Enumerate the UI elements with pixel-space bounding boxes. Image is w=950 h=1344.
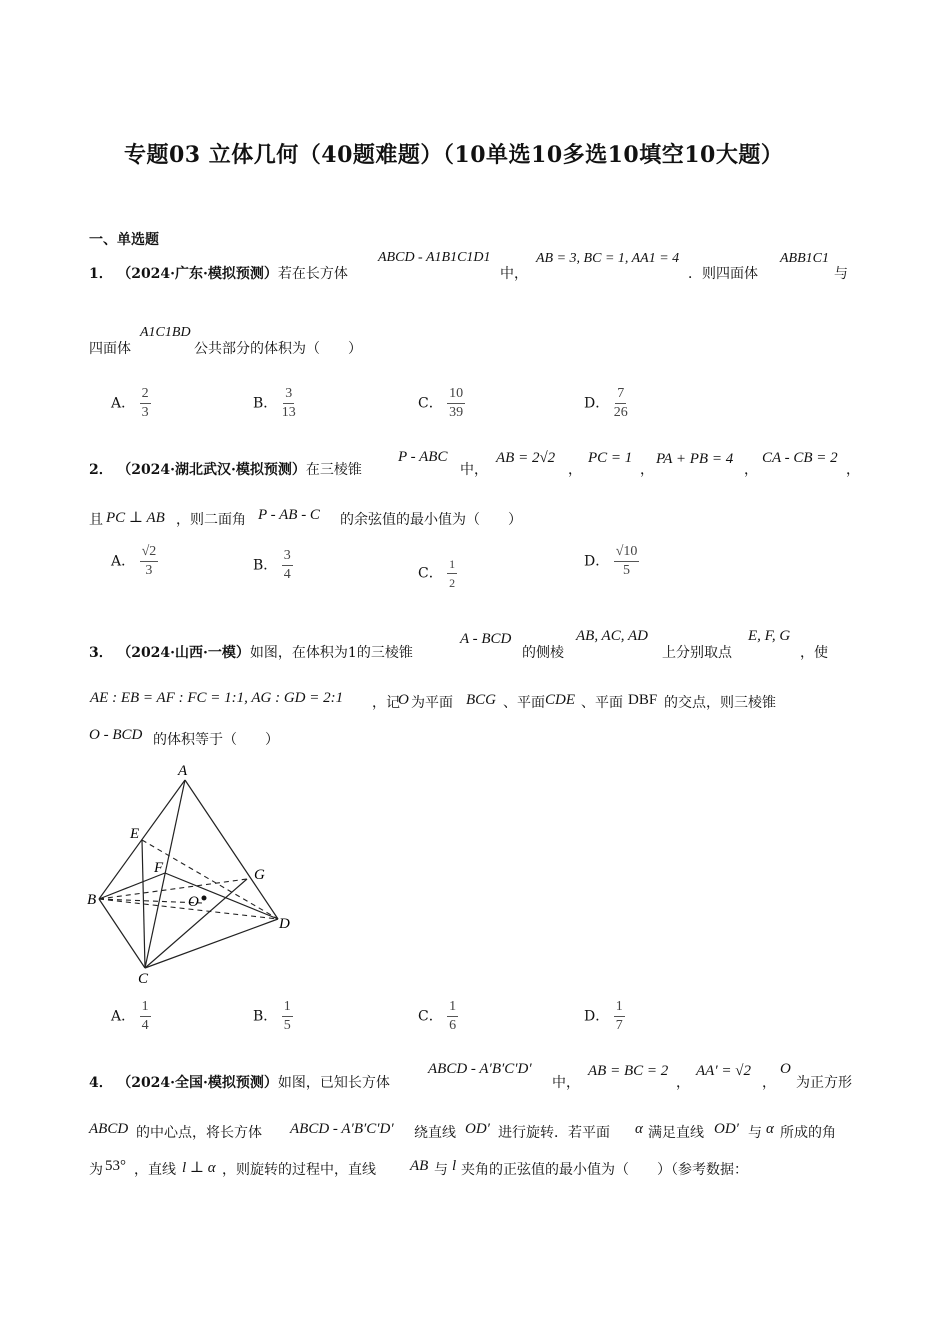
question-text: 中， (500, 266, 528, 282)
question-text: 为 (89, 1162, 103, 1178)
question-number: 2． (89, 462, 113, 478)
question-text: 四面体 (89, 341, 131, 357)
question-text: 公共部分的体积为（ ） (194, 341, 362, 357)
fraction-denominator: 3 (145, 563, 153, 578)
fraction (140, 386, 151, 421)
math-expression: ABCD - A′B′C′D′ (428, 1061, 532, 1077)
question-source: （2024·全国·模拟预测） (117, 1075, 278, 1091)
math-expression: BCG (466, 692, 496, 708)
fraction-numerator: √10 (614, 544, 640, 562)
math-expression: AA′ = √2 (696, 1063, 751, 1079)
comma: ， (640, 462, 654, 478)
fraction (282, 386, 296, 421)
fraction (140, 999, 151, 1034)
math-expression: O (398, 692, 409, 708)
label-o: O (188, 894, 199, 910)
option-label: B． (253, 1008, 278, 1025)
question-text: 的中心点，将长方体 (136, 1125, 262, 1141)
fraction-numerator: 1 (447, 999, 458, 1017)
label-e: E (130, 826, 140, 842)
math-expression: ABB1C1 (780, 251, 829, 266)
option-label: A． (111, 553, 136, 570)
page-title: 专题03 立体几何（40题难题）（10单选10多选10填空10大题） (124, 142, 784, 168)
math-expression: PA + PB = 4 (656, 451, 734, 467)
question-text: 所成的角 (780, 1125, 836, 1141)
fraction (447, 386, 465, 421)
question-number: 4． (89, 1075, 113, 1091)
question-number: 3． (89, 645, 113, 661)
fraction-numerator: 3 (283, 386, 294, 404)
question-3-line-1 (89, 643, 413, 663)
math-expression: PC = 1 (588, 450, 633, 466)
question-2-line-1 (89, 460, 362, 480)
fraction (282, 999, 293, 1034)
point-o (202, 896, 207, 901)
option-label: D． (584, 553, 610, 570)
fraction-denominator: 5 (623, 563, 631, 578)
math-expression: l (452, 1158, 457, 1174)
math-expression: α (635, 1121, 643, 1137)
question-4-line-1 (89, 1073, 390, 1093)
question-text: 与 (834, 266, 848, 282)
fraction (614, 999, 625, 1034)
option-b (253, 386, 296, 421)
question-text: 与 (434, 1162, 448, 1178)
question-text: 进行旋转．若平面 (498, 1125, 610, 1141)
option-c (418, 386, 465, 421)
math-expression: ABCD (89, 1121, 129, 1137)
option-label: C． (418, 395, 443, 412)
option-b (253, 548, 293, 583)
edge-cd (145, 919, 278, 968)
question-text: ．则四面体 (688, 266, 758, 282)
comma: ， (676, 1075, 690, 1091)
option-c (418, 999, 458, 1034)
math-expression: PC ⊥ AB (106, 510, 165, 526)
tetrahedron-figure (80, 755, 310, 990)
math-expression: AB = 2√2 (496, 450, 556, 466)
fraction-denominator: 3 (141, 405, 149, 420)
math-expression: AE : EB = AF : FC = 1:1, AG : GD = 2:1 (90, 690, 344, 706)
math-expression: α (766, 1121, 774, 1137)
comma: ， (568, 462, 582, 478)
option-a (111, 999, 151, 1034)
option-label: B． (253, 557, 278, 574)
question-text: 中， (552, 1075, 580, 1091)
option-label: D． (584, 395, 610, 412)
question-text: 的余弦值的最小值为（ ） (340, 512, 522, 528)
fraction-denominator: 39 (449, 405, 464, 420)
edge-bc (99, 899, 145, 968)
question-text: 中， (460, 462, 488, 478)
fraction-denominator: 2 (449, 576, 456, 590)
question-text: 若在长方体 (277, 266, 348, 282)
fraction (447, 999, 458, 1034)
fraction-denominator: 4 (283, 567, 291, 582)
fraction-numerator: 2 (140, 386, 151, 404)
question-text: 为正方形 (796, 1075, 852, 1091)
option-a (111, 386, 151, 421)
question-text: 上分别取点 (662, 645, 732, 661)
math-expression: O - BCD (89, 727, 143, 743)
question-text: ，直线 (134, 1162, 176, 1178)
math-expression: CA - CB = 2 (762, 450, 838, 466)
question-source: （2024·广东·模拟预测） (117, 266, 278, 282)
question-source: （2024·山西·一模） (117, 645, 250, 661)
label-a: A (178, 763, 188, 779)
fraction-numerator: 1 (614, 999, 625, 1017)
line-bg (99, 879, 247, 899)
comma: ， (762, 1075, 776, 1091)
option-label: C． (418, 1008, 443, 1025)
math-expression: AB = 3, BC = 1, AA1 = 4 (536, 251, 680, 266)
fraction-denominator: 4 (141, 1018, 149, 1033)
option-label: A． (111, 395, 136, 412)
math-expression: P - AB - C (258, 507, 320, 523)
comma: ， (744, 462, 758, 478)
fraction-numerator: 1 (140, 999, 151, 1017)
math-expression: l ⊥ α (182, 1160, 216, 1176)
label-g: G (254, 867, 265, 883)
comma: ， (846, 462, 860, 478)
math-expression: AB = BC = 2 (588, 1063, 669, 1079)
fraction-denominator: 5 (283, 1018, 291, 1033)
math-expression: ABCD - A′B′C′D′ (290, 1121, 394, 1137)
section-heading: 一、单选题 (89, 232, 159, 248)
option-d (584, 386, 628, 421)
math-expression: E, F, G (748, 628, 791, 644)
math-expression: AB, AC, AD (576, 628, 648, 644)
option-b (253, 999, 293, 1034)
label-b: B (87, 892, 97, 908)
line-bo (99, 899, 202, 903)
math-expression: AB (410, 1158, 429, 1174)
question-number: 1． (89, 266, 113, 282)
fraction-numerator: 7 (615, 386, 626, 404)
fraction-denominator: 26 (613, 405, 628, 420)
math-expression: A1C1BD (140, 325, 191, 340)
math-expression: ABCD - A1B1C1D1 (378, 250, 491, 265)
fraction-numerator: 1 (282, 999, 293, 1017)
question-text: ，则旋转的过程中，直线 (222, 1162, 376, 1178)
question-text: 、平面 (503, 695, 545, 711)
question-text: 的体积等于（ ） (153, 732, 279, 748)
fraction-numerator: 10 (447, 386, 465, 404)
option-d (584, 999, 625, 1034)
fraction-numerator: 1 (447, 556, 457, 574)
option-d (584, 544, 639, 579)
question-text: ，使 (800, 645, 828, 661)
fraction (447, 556, 457, 591)
question-1-line-1 (89, 264, 348, 284)
label-c: C (138, 971, 149, 987)
question-text: 夹角的正弦值的最小值为（ ）（参考数据： (461, 1162, 748, 1178)
question-text: 在三棱锥 (305, 462, 362, 478)
question-text: 为平面 (411, 695, 453, 711)
option-label: A． (111, 1008, 136, 1025)
fraction (614, 544, 640, 579)
fraction-numerator: √2 (140, 544, 159, 562)
option-label: D． (584, 1008, 610, 1025)
math-expression: OD′ (465, 1121, 490, 1137)
fraction-denominator: 7 (615, 1018, 623, 1033)
question-text: 满足直线 (648, 1125, 704, 1141)
question-text: 的交点，则三棱锥 (664, 695, 776, 711)
question-text: 绕直线 (414, 1125, 456, 1141)
option-label: C． (418, 565, 443, 582)
question-text: 与 (748, 1125, 762, 1141)
option-label: B． (253, 395, 278, 412)
question-text: 如图，在体积为1的三棱锥 (249, 645, 413, 661)
fraction-numerator: 3 (282, 548, 293, 566)
question-text: 的侧棱 (522, 645, 564, 661)
math-expression: O (780, 1061, 791, 1077)
question-text: 如图，已知长方体 (277, 1075, 390, 1091)
edge-ad (185, 780, 278, 919)
option-c (418, 556, 457, 591)
math-expression: 53° (105, 1158, 126, 1174)
math-expression: DBF (628, 692, 658, 708)
label-d: D (279, 916, 290, 932)
math-expression: A - BCD (460, 631, 512, 647)
option-a (111, 544, 158, 579)
question-text: 、平面 (581, 695, 623, 711)
question-text: ，则二面角 (176, 512, 246, 528)
math-expression: P - ABC (398, 449, 448, 465)
fraction-denominator: 13 (281, 405, 296, 420)
fraction-denominator: 6 (449, 1018, 457, 1033)
question-text: 且 (89, 512, 103, 528)
question-text: ，记 (372, 695, 400, 711)
math-expression: CDE (545, 692, 575, 708)
fraction (614, 386, 628, 421)
label-f: F (154, 860, 164, 876)
math-expression: OD′ (714, 1121, 739, 1137)
fraction (282, 548, 293, 583)
question-source: （2024·湖北武汉·模拟预测） (117, 462, 306, 478)
fraction (140, 544, 159, 579)
